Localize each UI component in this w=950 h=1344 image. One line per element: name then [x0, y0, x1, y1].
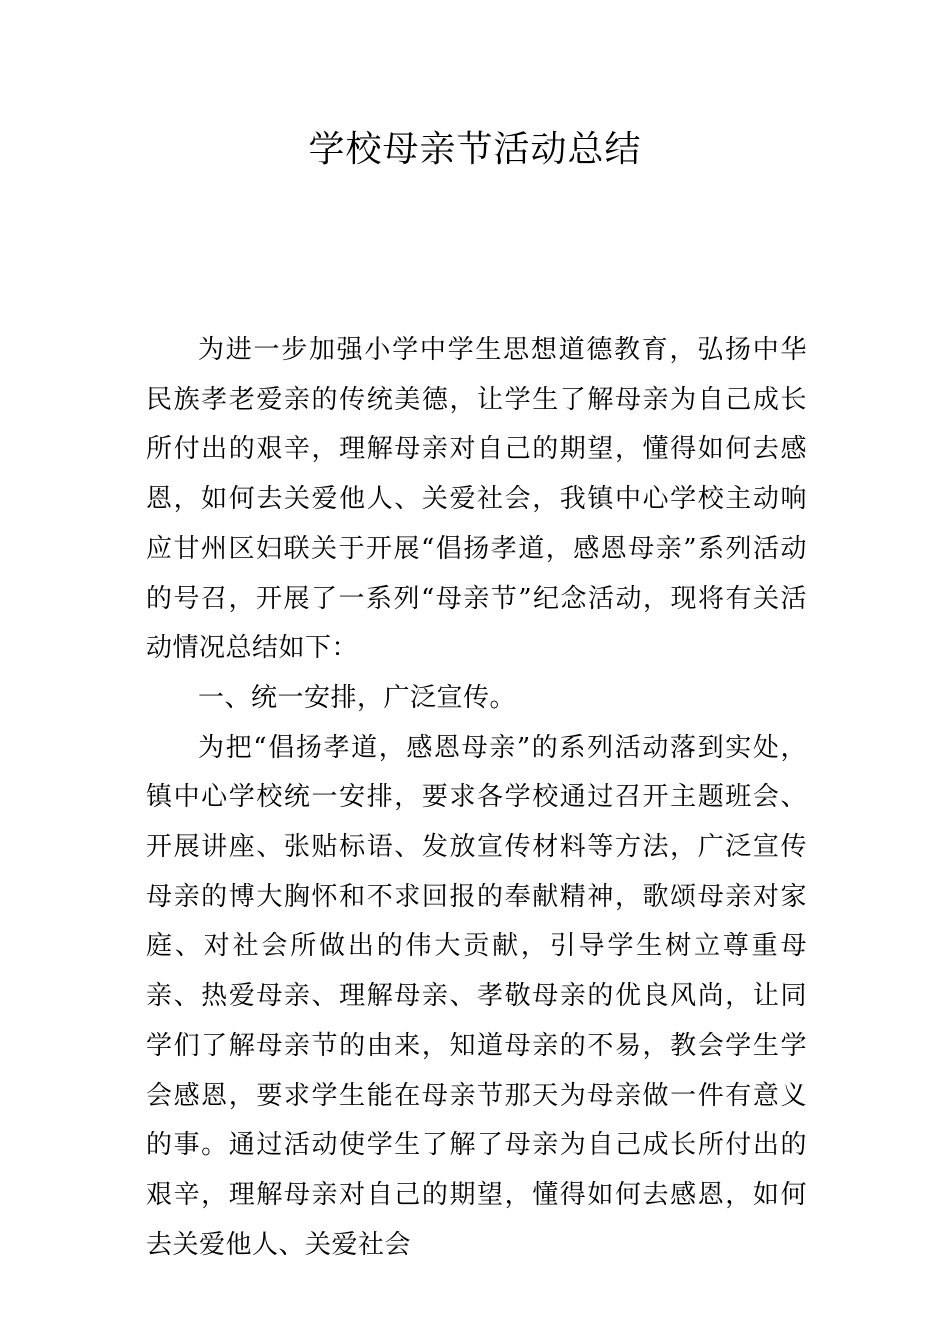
document-body [146, 326, 807, 1270]
paragraph-section-1: 为把“倡扬孝道，感恩母亲”的系列活动落到实处，镇中心学校统一安排，要求各学校通过召开主题班会、开展讲座、张贴标语、发放宣传材料等方法，广泛宣传母亲的博大胸怀和不求回报的奉献精神，歌颂母亲对家庭、对社会所做出的伟大贡献，引导学生树立尊重母亲、热爱母亲、理解母亲、孝敬母亲的优良风尚，让同学们了解母亲节的由来，知道母亲的不易，教会学生学会感恩，要求学生能在母亲节那天为母亲做一件有意义的事。通过活动使学生了解了母亲为自己成长所付出的艰辛，理解母亲对自己的期望，懂得如何去感恩，如何去关爱他人、关爱社会 [146, 732, 807, 1260]
document-title: 学校母亲节活动总结 [308, 129, 642, 170]
paragraph-intro: 为进一步加强小学中学生思想道德教育，弘扬中华民族孝老爱亲的传统美德，让学生了解母亲为自己成长所付出的艰辛，理解母亲对自己的期望，懂得如何去感恩，如何去关爱他人、关爱社会，我镇中心学校主动响应甘州区妇联关于开展“倡扬孝道，感恩母亲”系列活动的号召，开展了一系列“母亲节”纪念活动，现将有关活动情况总结如下： [146, 335, 807, 664]
section-heading-1: 一、统一安排，广泛宣传。 [198, 682, 517, 713]
